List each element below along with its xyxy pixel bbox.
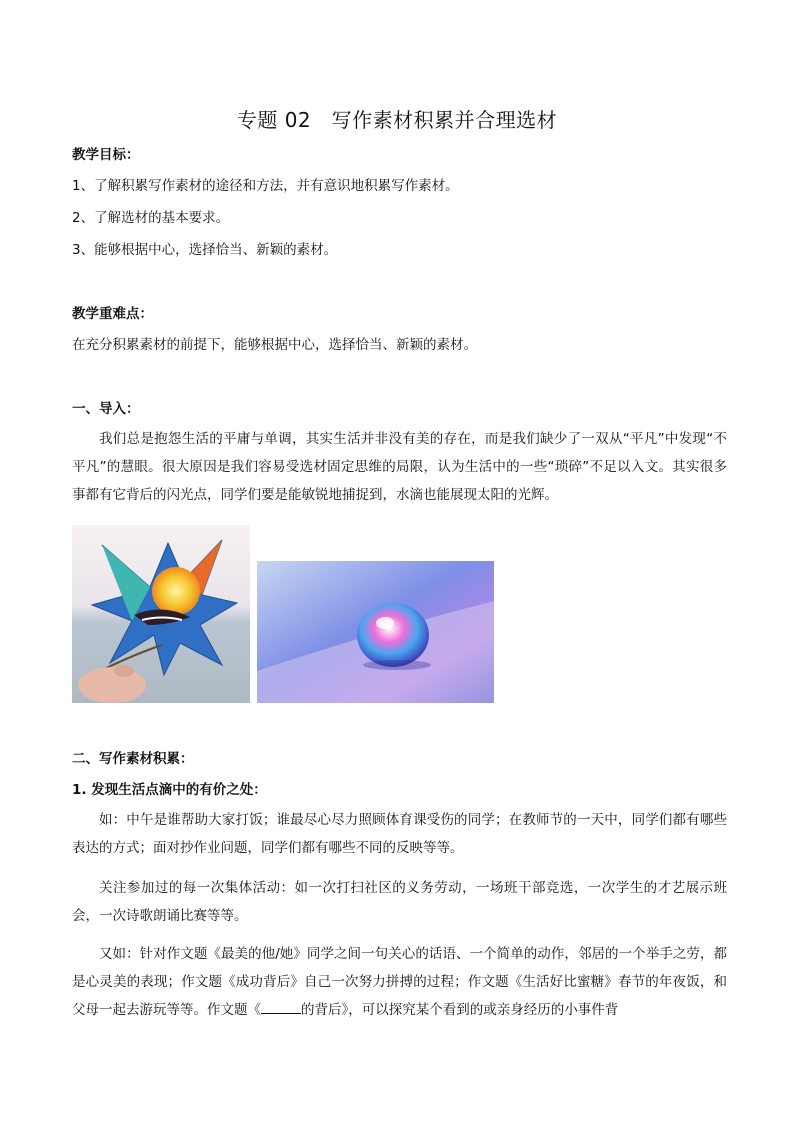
section2-heading: 二、写作素材积累： [72, 751, 194, 767]
section2-p3-part1: 又如：针对作文题《最美的他/她》同学之间一句关心的话语、一个简单的动作，邻居的一个举手之劳，都是心灵美的表现；作文题《成功背后》自己一次努力拼搏的过程；作文题《生活好比蜜糖》春节的年夜饭，和父母一起去游玩等等。作文题《 [72, 946, 727, 1018]
section2-p1: 如：中午是谁帮助大家打饭；谁最尽心尽力照顾体育课受伤的同学；在教师节的一天中，同学们都有哪些表达的方式；面对抄作业问题，同学们都有哪些不同的反映等等。 [72, 812, 727, 856]
section2-sub1: 1. 发现生活点滴中的有价之处： [72, 782, 267, 798]
leaf-art-image [72, 525, 250, 703]
section2-p3-part2: 的背后》，可以探究某个看到的或亲身经历的小事件背 [301, 1002, 619, 1018]
section2-p3 [72, 940, 727, 1024]
goals-heading: 教学目标： [72, 147, 140, 163]
fill-in-blank [261, 1001, 301, 1014]
difficulty-heading: 教学重难点： [72, 306, 153, 322]
section2-p2: 关注参加过的每一次集体活动：如一次打扫社区的义务劳动，一场班干部竞选，一次学生的才艺展示班会，一次诗歌朗诵比赛等等。 [72, 880, 727, 924]
goal-item-1: 1、了解积累写作素材的途径和方法，并有意识地积累写作素材。 [72, 178, 459, 194]
water-drop-image [257, 561, 494, 703]
intro-heading: 一、导入： [72, 401, 140, 417]
difficulty-text: 在充分积累素材的前提下，能够根据中心，选择恰当、新颖的素材。 [72, 337, 477, 353]
goal-item-2: 2、了解选材的基本要求。 [72, 210, 230, 226]
goal-item-3: 3、能够根据中心，选择恰当、新颖的素材。 [72, 242, 338, 258]
page-title: 专题 02 写作素材积累并合理选材 [236, 108, 558, 132]
intro-paragraph: 我们总是抱怨生活的平庸与单调，其实生活并非没有美的存在，而是我们缺少了一双从“平凡”中发现“不平凡”的慧眼。很大原因是我们容易受选材固定思维的局限，认为生活中的一些“琐碎”不足以入文。其实很多事都有它背后的闪光点，同学们要是能敏锐地捕捉到，水滴也能展现太阳的光辉。 [72, 431, 727, 503]
